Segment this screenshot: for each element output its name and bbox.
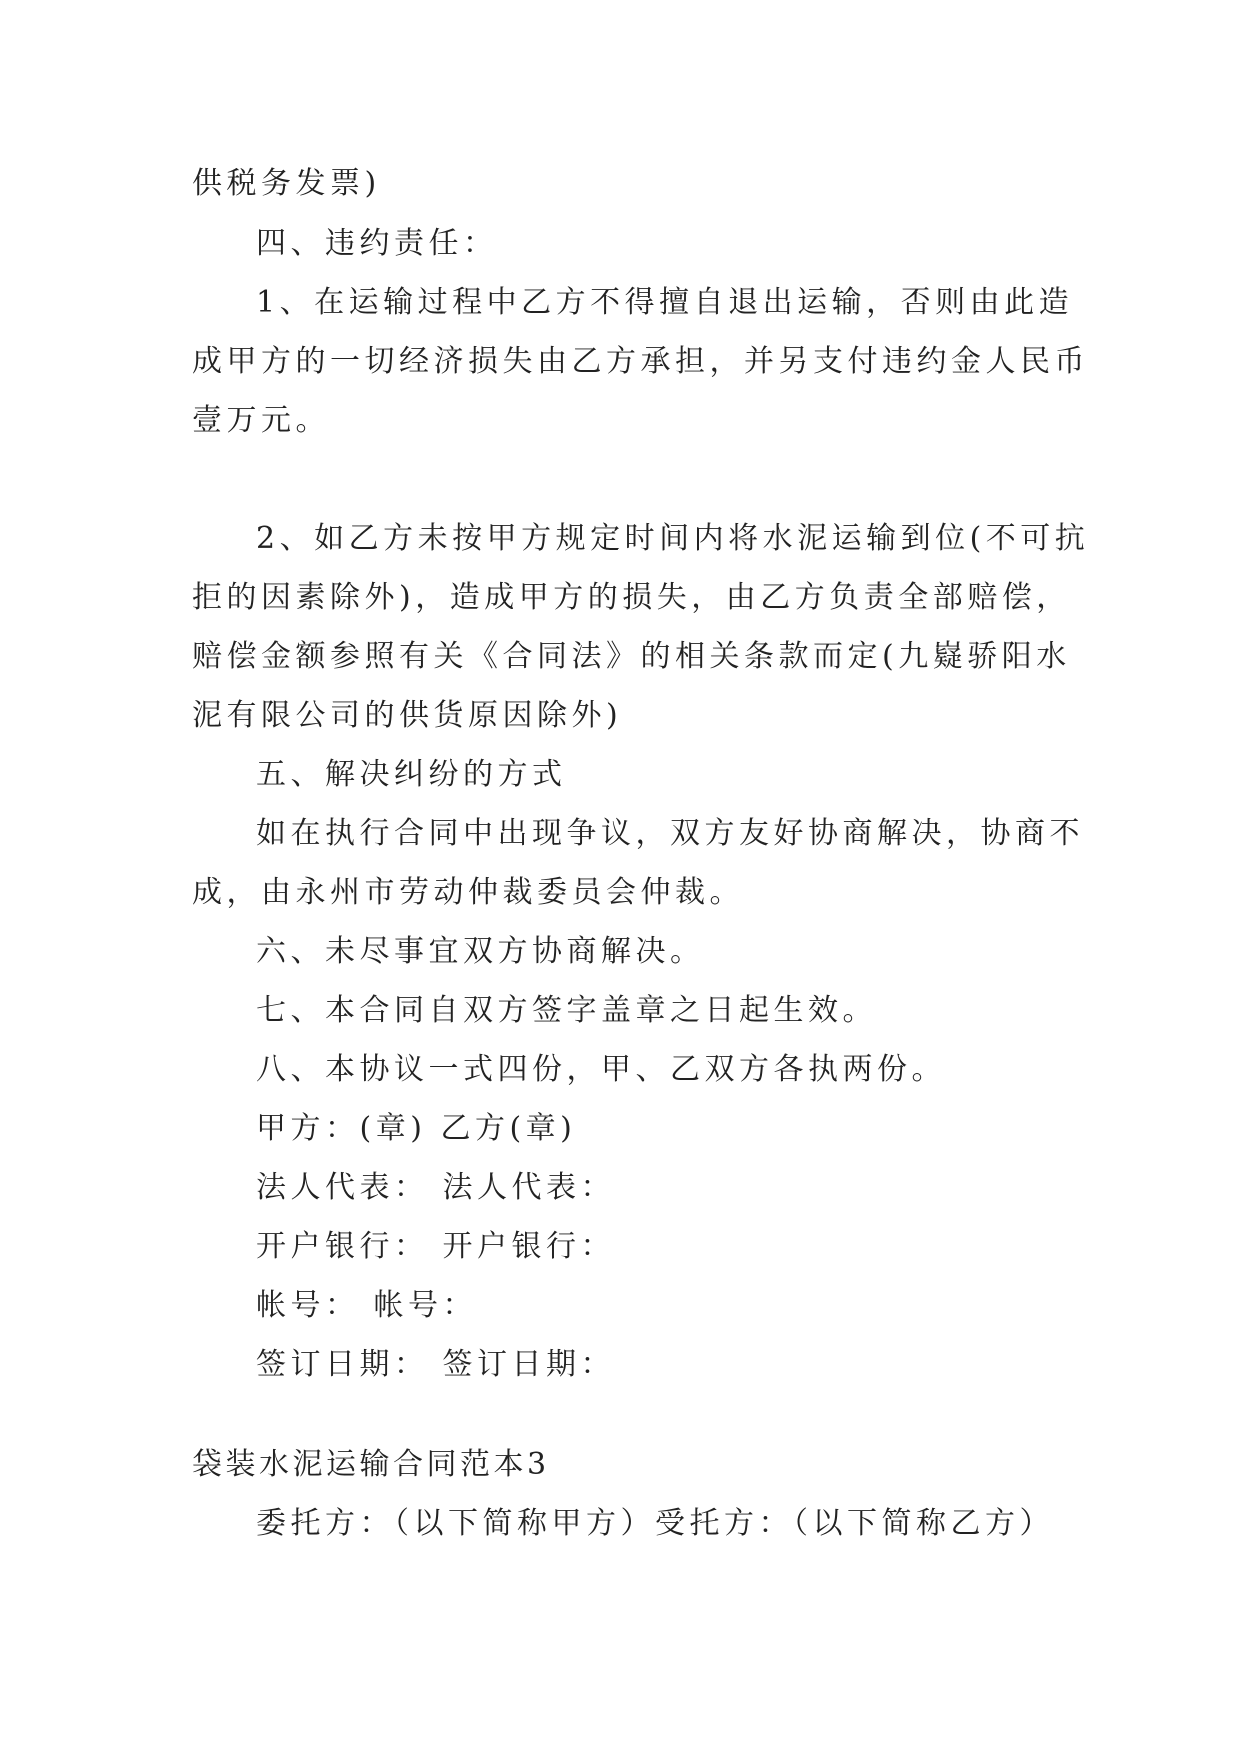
text-line: 委托方：（以下简称甲方）受托方：（以下简称乙方） (256, 1506, 1054, 1541)
text-line: 六、未尽事宜双方协商解决。 (256, 934, 705, 969)
text-line: 八、本协议一式四份，甲、乙双方各执两份。 (256, 1052, 946, 1087)
text-line: 2、如乙方未按甲方规定时间内将水泥运输到位(不可抗 (256, 521, 1090, 556)
signature-line: 帐号： 帐号： (256, 1288, 478, 1323)
text-line: 泥有限公司的供货原因除外) (192, 698, 623, 733)
text-line: 成，由永州市劳动仲裁委员会仲裁。 (192, 875, 744, 910)
signature-line: 法人代表： 法人代表： (256, 1170, 616, 1205)
text-line: 1、在运输过程中乙方不得擅自退出运输，否则由此造 (256, 285, 1074, 320)
signature-line: 开户银行： 开户银行： (256, 1229, 616, 1264)
text-line: 拒的因素除外)，造成甲方的损失，由乙方负责全部赔偿， (192, 580, 1071, 615)
text-line: 七、本合同自双方签字盖章之日起生效。 (256, 993, 877, 1028)
text-line: 壹万元。 (192, 403, 330, 438)
text-line: 供税务发票) (192, 166, 381, 201)
text-line: 赔偿金额参照有关《合同法》的相关条款而定(九嶷骄阳水 (192, 639, 1071, 674)
section-heading: 四、违约责任： (256, 226, 498, 261)
signature-line: 甲方：(章) 乙方(章) (256, 1111, 577, 1146)
section-heading: 五、解决纠纷的方式 (256, 757, 567, 792)
signature-line: 签订日期： 签订日期： (256, 1347, 616, 1382)
text-line: 如在执行合同中出现争议，双方友好协商解决，协商不 (256, 816, 1084, 851)
document-title: 袋装水泥运输合同范本3 (192, 1447, 550, 1482)
text-line: 成甲方的一切经济损失由乙方承担，并另支付违约金人民币 (192, 344, 1089, 379)
